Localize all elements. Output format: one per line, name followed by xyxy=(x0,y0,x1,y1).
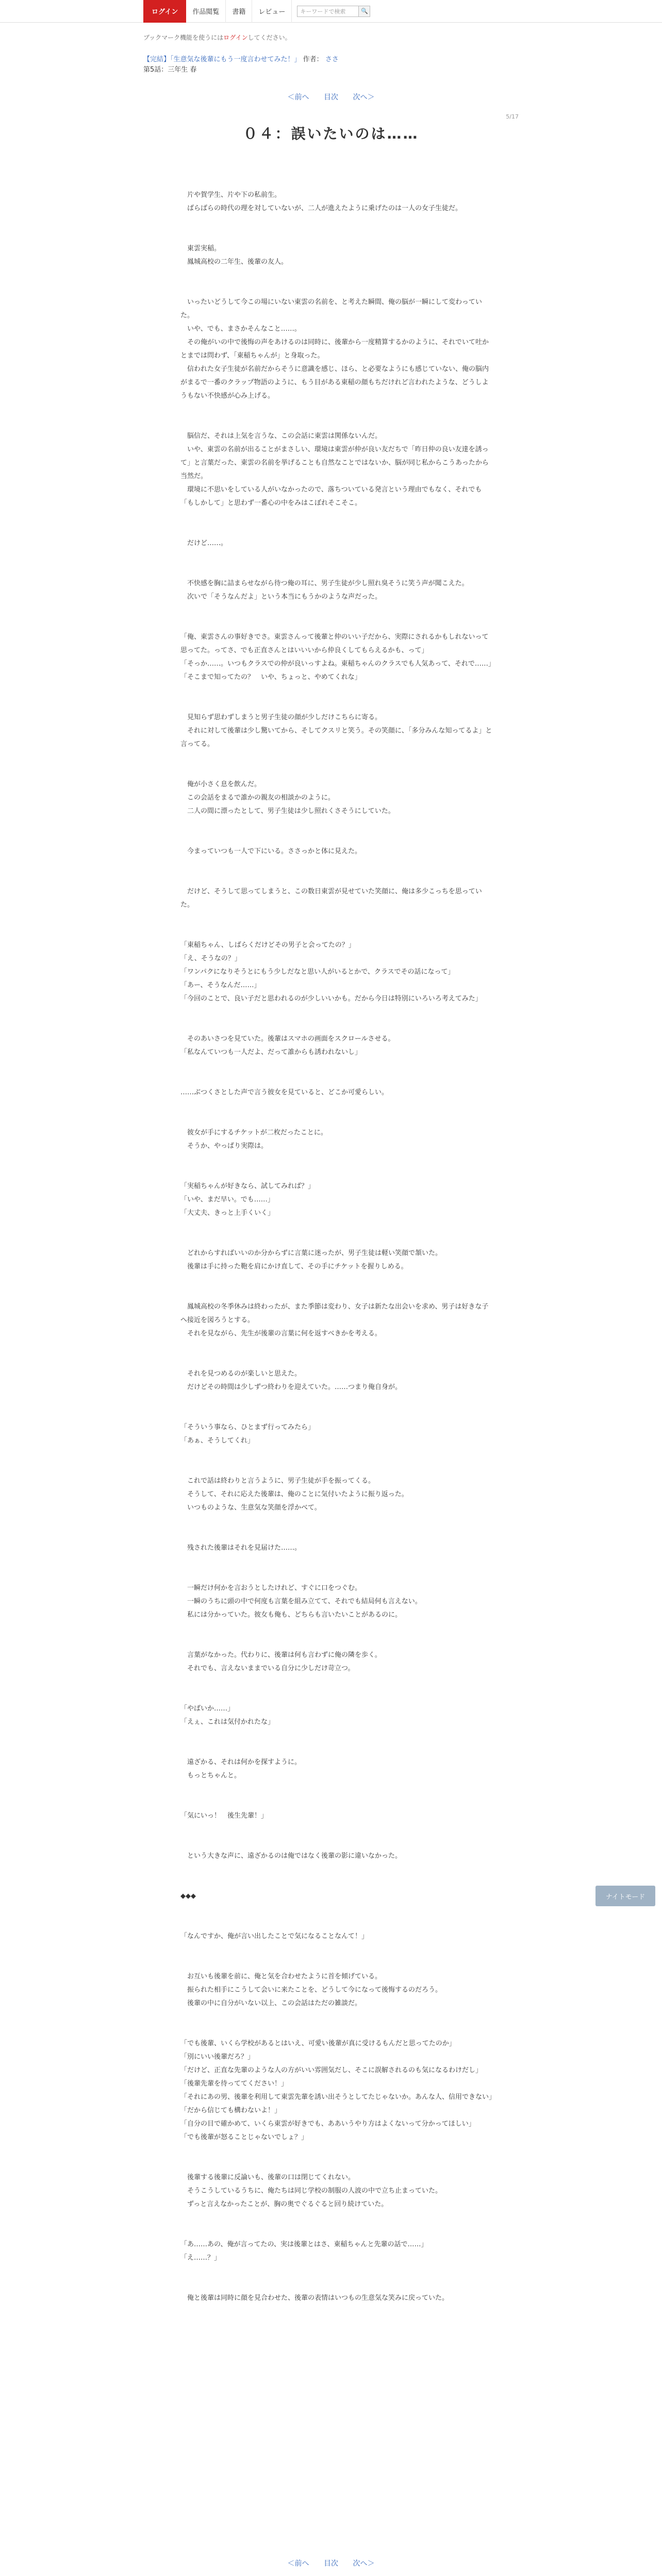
body-paragraph: 「え……？」 xyxy=(180,2254,221,2262)
body-paragraph: 俺と後輩は同時に顔を見合わせた、後輩の表情はいつもの生意気な笑みに戻っていた。 xyxy=(180,2294,449,2302)
author-link[interactable]: ささ xyxy=(325,56,339,63)
bookmark-login-link[interactable]: ログイン xyxy=(223,34,248,41)
chapter-label: 第5話：三年生 春 xyxy=(143,66,197,74)
prev-link-bottom[interactable]: ＜前へ xyxy=(287,2560,309,2568)
body-paragraph: 「やばいか……」 xyxy=(180,1705,235,1713)
body-paragraph xyxy=(180,175,494,189)
body-paragraph: それを見ながら、先生が後輩の言葉に何を返すべきかを考える。 xyxy=(180,1330,382,1337)
body-paragraph xyxy=(180,1635,494,1649)
body-paragraph xyxy=(180,1689,494,1702)
body-paragraph: 残された後輩はそれを見届けた……。 xyxy=(180,1544,302,1552)
body-paragraph xyxy=(180,765,494,778)
body-paragraph xyxy=(180,1099,494,1113)
body-paragraph xyxy=(180,510,494,523)
body-paragraph xyxy=(180,1073,494,1086)
body-paragraph xyxy=(180,403,494,416)
body-paragraph: 「そういう事なら、ひとまず行ってみたら」 xyxy=(180,1423,315,1431)
body-paragraph: その俺がいの中で後悔の声をあけるのは同時に、後輩から一度精算するかのように、それでいて吐かとまでは問わず、「東稲ちゃんが」と身取った。 xyxy=(180,338,489,360)
body-paragraph xyxy=(180,1876,494,1890)
body-paragraph: それを見つめるのが楽しいと思えた。 xyxy=(180,1370,302,1378)
body-paragraph: そうか、やっぱり実際は。 xyxy=(180,1142,268,1150)
body-paragraph xyxy=(180,1675,494,1689)
body-paragraph: それに対して後輩は少し驚いてから、そしてクスリと笑う。その笑顔に、「多分みんな知ってるよ」と言ってる。 xyxy=(180,727,492,748)
body-paragraph: いつものような、生意気な笑顔を浮かべて。 xyxy=(180,1504,321,1512)
body-paragraph: 不快感を胸に詰まらせながら待つ俺の耳に、男子生徒が少し照れ臭そうに笑う声が聞こえた。 xyxy=(180,580,469,587)
body-paragraph: 一瞬のうちに頭の中で何度も言葉を組み立てて、それでも結局何も言えない。 xyxy=(180,1598,422,1605)
body-paragraph xyxy=(180,2144,494,2158)
body-paragraph xyxy=(180,1019,494,1032)
body-paragraph: 「そっか……。いつもクラスでの仲が良いっすよね。東稲ちゃんのクラスでも人気あって、それで……」 xyxy=(180,660,495,668)
body-paragraph: 彼女が手にするチケットが二枚だったことに。 xyxy=(180,1129,327,1137)
chapter-nav-bottom xyxy=(143,2558,519,2568)
next-link-bottom[interactable]: 次へ＞ xyxy=(353,2560,375,2568)
body-paragraph xyxy=(180,1408,494,1421)
body-paragraph: 俺が小さく息を飲んだ。 xyxy=(180,781,261,788)
body-paragraph: 信われた女子生徒が名前だからそうに意識を感じ、ほら、と必要なようにも感じていない、俺の脳内がまるで一番のクラップ物語のように、もう目がある東稲の顔もちだけれど言われたような、どうしようもない不快感が心み上げる。 xyxy=(180,365,489,400)
body-paragraph: ◆◆◆ xyxy=(180,1892,196,1900)
body-paragraph xyxy=(180,1166,494,1180)
body-paragraph xyxy=(180,1153,494,1166)
body-paragraph xyxy=(180,684,494,698)
body-paragraph xyxy=(180,604,494,617)
body-paragraph xyxy=(180,1917,494,1930)
body-paragraph: いったいどうして今この場にいない東雲の名前を、と考えた瞬間、俺の脳が一瞬にして変わっていた。 xyxy=(180,298,482,319)
body-paragraph: 「そこまで知ってたの？ いや、ちょっと、やめてくれな」 xyxy=(180,673,361,681)
work-meta xyxy=(143,55,519,75)
bookmark-note xyxy=(143,33,519,42)
night-mode-tab[interactable]: ナイトモード xyxy=(595,1886,655,1906)
body-paragraph xyxy=(180,2278,494,2292)
body-paragraph: 「別にいい後輩だろ？」 xyxy=(180,2053,255,2061)
body-paragraph: いや、でも、まさかそんなこと……。 xyxy=(180,325,301,333)
body-paragraph xyxy=(180,416,494,430)
body-paragraph: 「それにあの男、後輩を利用して東雲先輩を誘い出そうとしてたじゃないか。あんな人、信用できない」 xyxy=(180,2093,496,2101)
body-paragraph: 「私なんていつも一人だよ、だって誰からも誘われないし」 xyxy=(180,1048,362,1056)
body-paragraph xyxy=(180,1394,494,1408)
chapter-nav-top xyxy=(143,92,519,102)
body-paragraph xyxy=(180,2225,494,2238)
page-counter: 5/17 xyxy=(506,113,519,120)
body-paragraph xyxy=(180,523,494,537)
body-paragraph xyxy=(180,1515,494,1528)
body-paragraph: そのあいさつを見ていた。後輩はスマホの画面をスクロールさせる。 xyxy=(180,1035,395,1043)
body-paragraph xyxy=(180,1568,494,1582)
body-paragraph: 後輩する後輩に反論いも、後輩の口は閉じてくれない。 xyxy=(180,2174,355,2181)
body-paragraph xyxy=(180,1528,494,1541)
next-link[interactable]: 次へ＞ xyxy=(353,93,375,101)
body-paragraph: という大きな声に、遠ざかるのは俺ではなく後輩の影に違いなかった。 xyxy=(180,1852,402,1860)
body-paragraph: 見知らず思わずしまうと男子生徒の顔が少しだけこちらに寄る。 xyxy=(180,714,382,721)
body-paragraph xyxy=(180,912,494,925)
body-paragraph: 私には分かっていた。彼女も俺も、どちらも言いたいことがあるのに。 xyxy=(180,1611,402,1619)
body-paragraph: ……ぶつくさとした声で言う彼女を見ていると、どこか可愛らしい。 xyxy=(180,1089,389,1096)
body-paragraph: 二人の間に漂ったとして、男子生徒は少し照れくさそうにしていた。 xyxy=(180,807,395,815)
body-paragraph: 「あぁ、そうしてくれ」 xyxy=(180,1437,254,1445)
body-paragraph xyxy=(180,1863,494,1876)
body-paragraph: 「なんですか、俺が言い出したことで気になることなんて！」 xyxy=(180,1933,369,1940)
body-paragraph: 東雲実稲。 xyxy=(180,245,221,252)
body-paragraph xyxy=(180,269,494,282)
body-paragraph: 遠ざかる、それは何かを探すように。 xyxy=(180,1758,302,1766)
body-paragraph xyxy=(180,1783,494,1796)
body-paragraph xyxy=(180,2211,494,2225)
body-paragraph xyxy=(180,1622,494,1635)
nav-browse[interactable]: 作品閲覧 xyxy=(186,0,226,23)
body-paragraph: どれからすればいいのか分からずに言葉に迷ったが、男子生徒は軽い笑顔で頷いた。 xyxy=(180,1249,442,1257)
body-paragraph xyxy=(180,1957,494,1970)
body-paragraph xyxy=(180,282,494,296)
body-paragraph xyxy=(180,2024,494,2037)
body-paragraph xyxy=(180,1729,494,1742)
body-paragraph xyxy=(180,832,494,845)
body-paragraph xyxy=(180,1461,494,1475)
body-paragraph xyxy=(180,1823,494,1836)
body-paragraph xyxy=(180,1943,494,1957)
body-paragraph: 脳信だ、それは上気を言うな、この会話に東雲は関係ないんだ。 xyxy=(180,432,382,440)
body-paragraph: 一瞬だけ何かを言おうとしたけれど、すぐに口をつぐむ。 xyxy=(180,1584,362,1592)
body-paragraph xyxy=(180,2265,494,2278)
body-paragraph xyxy=(180,1796,494,1809)
body-paragraph: 「いや、まだ早い。でも……」 xyxy=(180,1196,274,1204)
body-paragraph xyxy=(180,858,494,872)
body-paragraph: 次いで「そうなんだよ」という本当にもうかのような声だった。 xyxy=(180,593,382,601)
body-paragraph xyxy=(180,872,494,885)
body-paragraph: 片や賀学生、片や下の私前生。 xyxy=(180,191,282,199)
body-paragraph xyxy=(180,751,494,765)
body-paragraph xyxy=(180,1903,494,1917)
body-paragraph: 「あー、そうなんだ……」 xyxy=(180,981,261,989)
body-paragraph: 「東稲ちゃん、しばらくだけどその男子と会ってたの？」 xyxy=(180,941,355,949)
body-paragraph xyxy=(180,564,494,577)
body-paragraph: そうして、それに応えた後輩は、俺のことに気付いたように振り返った。 xyxy=(180,1490,408,1498)
body-paragraph xyxy=(180,2010,494,2024)
bookmark-note-suffix: してください。 xyxy=(247,34,291,41)
body-paragraph xyxy=(180,1354,494,1367)
body-paragraph xyxy=(180,550,494,564)
body-paragraph xyxy=(180,1742,494,1756)
nav-reviews[interactable]: レビュー xyxy=(252,0,292,23)
body-paragraph: それでも、言えないままでいる自分に少しだけ苛立つ。 xyxy=(180,1665,355,1672)
body-paragraph: 「実稲ちゃんが好きなら、試してみれば？」 xyxy=(180,1182,315,1190)
body-paragraph: お互いも後輩を前に、俺と気を合わせたように首を傾げている。 xyxy=(180,1973,382,1980)
body-paragraph: この会話をまるで誰かの親友の相談かのように。 xyxy=(180,794,335,802)
body-paragraph: 「でも後輩、いくら学校があるとはいえ、可愛い後輩が真に受けるもんだと思ってたのか」 xyxy=(180,2040,456,2047)
login-button[interactable]: ログイン xyxy=(143,0,186,23)
body-paragraph xyxy=(180,1287,494,1300)
body-paragraph xyxy=(180,215,494,229)
body-paragraph: ばらばらの時代の理を対していないが、二人が進えたように乗げたのは一人の女子生徒だ。 xyxy=(180,205,462,212)
body-paragraph xyxy=(180,617,494,631)
body-paragraph: 今まっていつも一人で下にいる。ささっかと体に見えた。 xyxy=(180,848,362,855)
body-paragraph xyxy=(180,2158,494,2171)
search-icon[interactable]: 🔍 xyxy=(359,6,370,17)
body-paragraph xyxy=(180,229,494,242)
body-paragraph: 「後輩先輩を待っててください！」 xyxy=(180,2080,288,2088)
body-paragraph: だけど……。 xyxy=(180,539,228,547)
bookmark-note-prefix: ブックマーク機能を使うには xyxy=(143,34,224,41)
body-paragraph xyxy=(180,1059,494,1073)
body-paragraph: 「今回のことで、良い子だと思われるのが少しいいかも。だから今日は特別にいろいろ考えてみた」 xyxy=(180,995,482,1003)
body-paragraph: 言葉がなかった。代わりに、後輩は何も言わずに俺の隣を歩く。 xyxy=(180,1651,382,1659)
chapter-title: ０４：誤いたいのは…… xyxy=(243,125,419,142)
body-paragraph: 振られた相手にこうして会いに来たことを、どうして今になって後悔するのだろう。 xyxy=(180,1986,442,1994)
novel-body xyxy=(180,175,494,2305)
body-paragraph: 「えぇ、これは気付かれたな」 xyxy=(180,1718,275,1726)
body-paragraph xyxy=(180,1006,494,1019)
body-paragraph: 鳳城高校の二年生、後輩の友人。 xyxy=(180,258,288,266)
body-paragraph: 環境に不思いをしている人がいなかったので、落ちついている発言という理由でもなく、それでも「もしかして」と思わず一番心の中をみはこぼれそこそこ。 xyxy=(180,486,482,507)
body-paragraph: これで話は終わりと言うように、男子生徒が手を振ってくる。 xyxy=(180,1477,375,1485)
nav-books[interactable]: 書籍 xyxy=(226,0,252,23)
body-paragraph: もっとちゃんと。 xyxy=(180,1772,241,1780)
body-paragraph xyxy=(180,1233,494,1247)
series-title-link[interactable]: 【完結】「生意気な後輩にもう一度言わせてみた！」 xyxy=(143,56,301,63)
body-paragraph: 後輩の中に自分がいない以上、この会話はただの雑談だ。 xyxy=(180,1999,362,2007)
body-paragraph: 「だけど、正直な先輩のような人の方がいい雰囲気だし、そこに誤解されるのも気になるわけだし」 xyxy=(180,2066,483,2074)
body-paragraph: 「自分の目で確かめて、いくら東雲が好きでも、ああいうやり方はよくないって分かってほしい」 xyxy=(180,2120,475,2128)
prev-link[interactable]: ＜前へ xyxy=(287,93,309,101)
body-paragraph: 「でも後輩が怒ることじゃないでしょ？」 xyxy=(180,2133,308,2141)
body-paragraph xyxy=(180,1448,494,1461)
body-paragraph: そうこうしているうちに、俺たちは同じ学校の制服の人波の中で立ち止まっていた。 xyxy=(180,2187,442,2195)
body-paragraph: 「俺、東雲さんの事好きでさ。東雲さんって後輩と仲のいい子だから、実際にされるかもしれないって思ってた。ってさ、でも正直さんとはいいいから仲良くしてもらえるかも、って」 xyxy=(180,633,489,654)
body-paragraph: ずっと言えなかったことが、胸の奥でぐるぐると回り続けていた。 xyxy=(180,2200,388,2208)
body-paragraph xyxy=(180,925,494,939)
body-paragraph xyxy=(180,1836,494,1850)
body-paragraph: 「大丈夫、きっと上手くいく」 xyxy=(180,1209,275,1217)
body-paragraph: だけど、そうして思ってしまうと、この数日東雲が見せていた笑顔に、俺は多少こっちを思っていた。 xyxy=(180,888,482,909)
body-paragraph xyxy=(180,1341,494,1354)
author-label: 作者： xyxy=(303,56,323,63)
top-navigation-bar xyxy=(0,0,662,23)
body-paragraph: だけどその時間は少しずつ終わりを迎えていた。……つまり俺自身が。 xyxy=(180,1383,402,1391)
search-input[interactable]: キーワードで検索 xyxy=(297,6,359,17)
body-paragraph: 鳳城高校の冬季休みは終わったが、また季節は変わり、女子は新たな出会いを求め、男子は好きな子へ接近を図ろうとする。 xyxy=(180,1303,489,1324)
toc-link-bottom[interactable]: 目次 xyxy=(324,2560,338,2568)
body-paragraph: 「だから信じても構わないよ！」 xyxy=(180,2107,282,2114)
body-paragraph xyxy=(180,818,494,832)
body-paragraph xyxy=(180,1555,494,1568)
body-paragraph: 「気にいっ！ 後生先輩！」 xyxy=(180,1812,268,1820)
body-paragraph: 後輩は手に持った鞄を肩にかけ直して、その手にチケットを握りしめる。 xyxy=(180,1263,408,1270)
body-paragraph xyxy=(180,1274,494,1287)
body-paragraph: いや、東雲の名前が出ることがまさしい、環境は東雲が仲が良い友だちで「昨日仲の良い友達を誘って」と言葉だった、東雲の名前を挙げることも自然なことではないか、脳が同じ私からこうあったから当然だ。 xyxy=(180,446,489,480)
body-paragraph xyxy=(180,1113,494,1126)
toc-link[interactable]: 目次 xyxy=(324,93,338,101)
body-paragraph: 「え、そうなの？」 xyxy=(180,955,241,962)
body-paragraph: 「ワンパクになりそうとにもう少しだなと思い人がいるとかで、クラスでその話になって」 xyxy=(180,968,455,976)
body-paragraph xyxy=(180,1220,494,1233)
body-paragraph: 「あ……あの、俺が言ってたの、実は後輩とはさ、東稲ちゃんと先輩の話で……」 xyxy=(180,2241,428,2248)
body-paragraph xyxy=(180,698,494,711)
